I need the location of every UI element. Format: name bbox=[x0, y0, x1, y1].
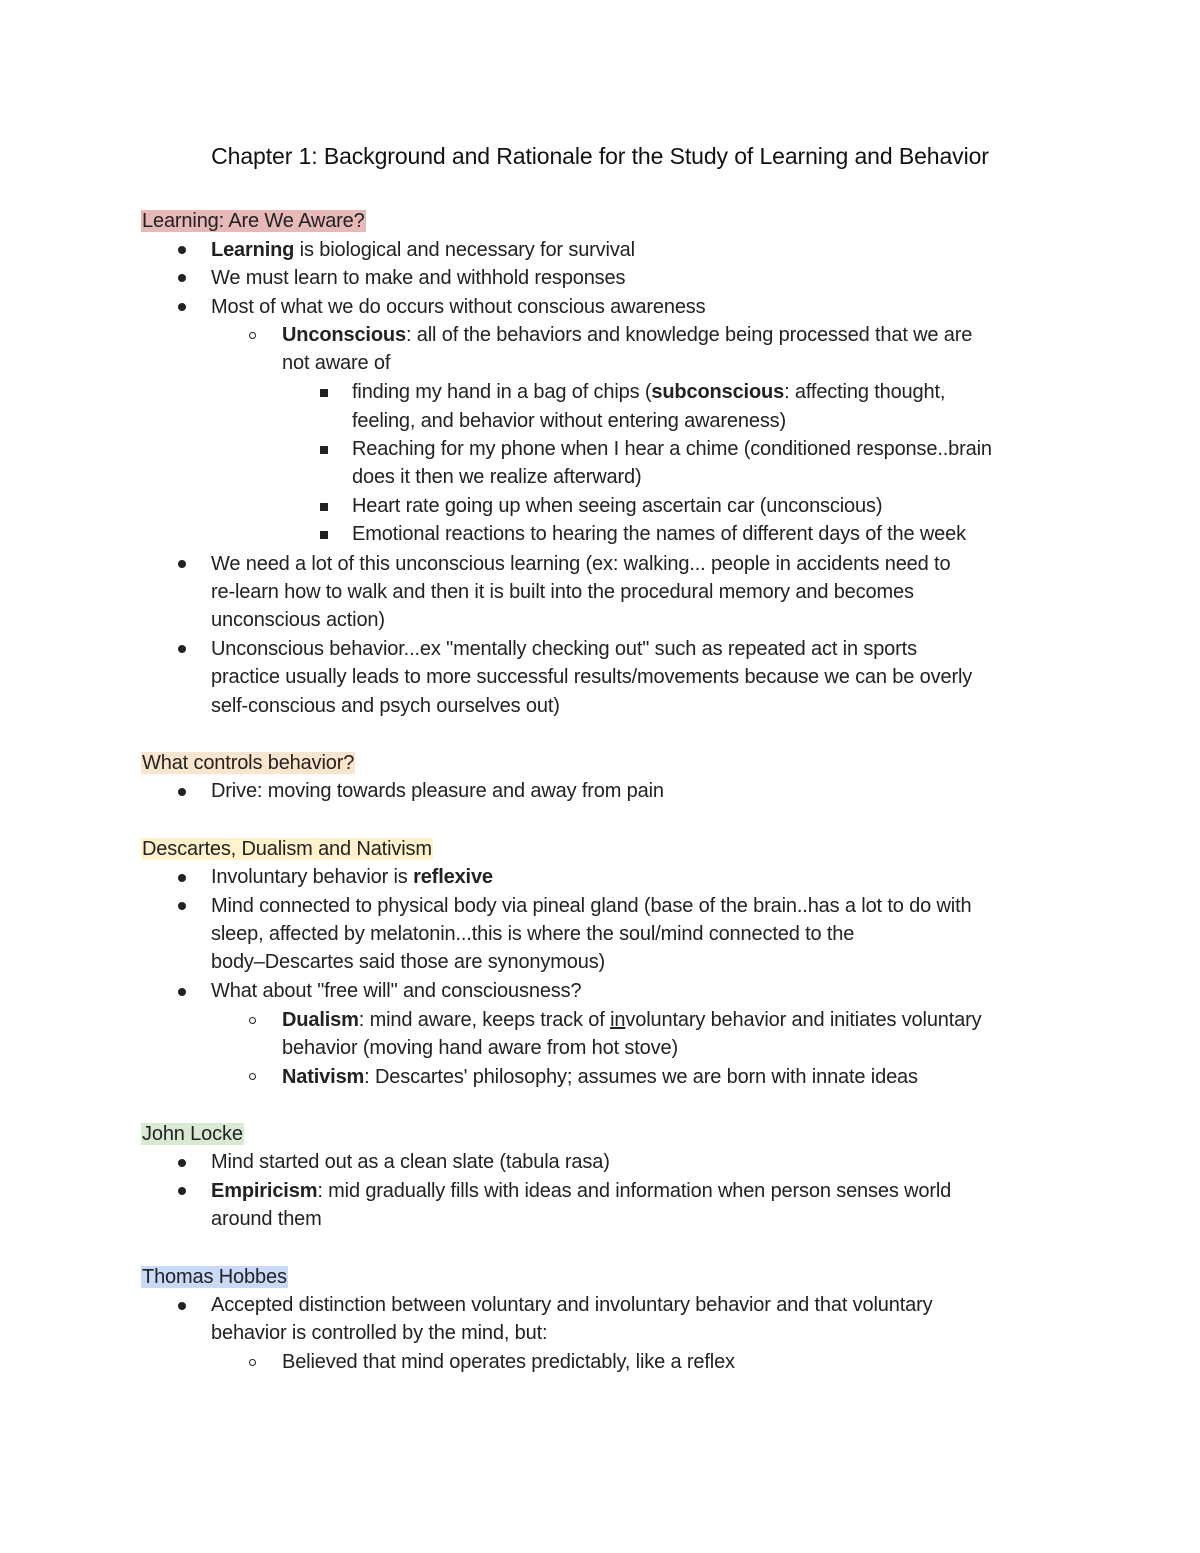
square-bullet-icon bbox=[320, 446, 328, 454]
list-item-continuation: practice usually leads to more successful results/movements because we can be overly bbox=[211, 666, 973, 688]
list-item-continuation: unconscious action) bbox=[211, 609, 385, 631]
list-item: Empiricism: mid gradually fills with ideas and information when person senses world bbox=[211, 1180, 952, 1202]
circle-bullet-icon bbox=[249, 1359, 256, 1366]
heading-text: Learning: Are We Aware? bbox=[142, 210, 365, 232]
circle-bullet-icon bbox=[249, 332, 256, 339]
square-bullet-icon bbox=[320, 531, 328, 539]
list-item: Dualism: mind aware, keeps track of involuntary behavior and initiates voluntary bbox=[282, 1009, 982, 1031]
disc-bullet-icon bbox=[178, 1302, 186, 1310]
section-heading-descartes bbox=[141, 835, 433, 863]
list-item: We must learn to make and withhold responses bbox=[211, 267, 626, 289]
heading-text: Thomas Hobbes bbox=[142, 1266, 287, 1288]
list-item: We need a lot of this unconscious learning (ex: walking... people in accidents need to bbox=[211, 553, 951, 575]
disc-bullet-icon bbox=[178, 874, 186, 882]
list-item: Reaching for my phone when I hear a chime (conditioned response..brain bbox=[352, 438, 992, 460]
disc-bullet-icon bbox=[178, 988, 186, 996]
disc-bullet-icon bbox=[178, 560, 186, 568]
list-item: Learning is biological and necessary for survival bbox=[211, 239, 635, 261]
list-item: finding my hand in a bag of chips (subconscious: affecting thought, bbox=[352, 381, 946, 403]
list-item-continuation: does it then we realize afterward) bbox=[352, 466, 642, 488]
list-item: Emotional reactions to hearing the names of different days of the week bbox=[352, 523, 966, 545]
circle-bullet-icon bbox=[249, 1073, 256, 1080]
section-heading-controls bbox=[141, 749, 355, 777]
list-item: Most of what we do occurs without conscious awareness bbox=[211, 296, 706, 318]
list-item: What about "free will" and consciousness? bbox=[211, 980, 582, 1002]
disc-bullet-icon bbox=[178, 274, 186, 282]
disc-bullet-icon bbox=[178, 645, 186, 653]
list-item: Unconscious: all of the behaviors and knowledge being processed that we are bbox=[282, 324, 973, 346]
square-bullet-icon bbox=[320, 389, 328, 397]
list-item-continuation: feeling, and behavior without entering awareness) bbox=[352, 410, 787, 432]
list-item-continuation: self-conscious and psych ourselves out) bbox=[211, 695, 560, 717]
disc-bullet-icon bbox=[178, 1159, 186, 1167]
list-item-continuation: around them bbox=[211, 1208, 322, 1230]
list-item-continuation: behavior is controlled by the mind, but: bbox=[211, 1322, 548, 1344]
disc-bullet-icon bbox=[178, 1187, 186, 1195]
section-heading-locke bbox=[141, 1120, 244, 1148]
list-item-continuation: body–Descartes said those are synonymous) bbox=[211, 951, 606, 973]
disc-bullet-icon bbox=[178, 788, 186, 796]
section-heading-learning bbox=[141, 207, 366, 235]
list-item-continuation: re-learn how to walk and then it is built into the procedural memory and becomes bbox=[211, 581, 914, 603]
list-item: Mind started out as a clean slate (tabula rasa) bbox=[211, 1151, 610, 1173]
list-item: Drive: moving towards pleasure and away from pain bbox=[211, 780, 664, 802]
heading-text: Descartes, Dualism and Nativism bbox=[142, 838, 432, 860]
square-bullet-icon bbox=[320, 503, 328, 511]
list-item: Heart rate going up when seeing ascertain car (unconscious) bbox=[352, 495, 883, 517]
list-item: Believed that mind operates predictably, like a reflex bbox=[282, 1351, 735, 1373]
list-item: Accepted distinction between voluntary and involuntary behavior and that voluntary bbox=[211, 1294, 933, 1316]
page-title: Chapter 1: Background and Rationale for the Study of Learning and Behavior bbox=[211, 143, 989, 169]
disc-bullet-icon bbox=[178, 902, 186, 910]
heading-text: John Locke bbox=[142, 1123, 243, 1145]
list-item: Unconscious behavior...ex "mentally checking out" such as repeated act in sports bbox=[211, 638, 917, 660]
disc-bullet-icon bbox=[178, 246, 186, 254]
list-item-continuation: behavior (moving hand aware from hot stove) bbox=[282, 1037, 678, 1059]
list-item-continuation: not aware of bbox=[282, 352, 391, 374]
circle-bullet-icon bbox=[249, 1017, 256, 1024]
list-item: Nativism: Descartes' philosophy; assumes we are born with innate ideas bbox=[282, 1066, 918, 1088]
section-heading-hobbes bbox=[141, 1263, 288, 1291]
list-item: Mind connected to physical body via pineal gland (base of the brain..has a lot to do with bbox=[211, 895, 972, 917]
list-item-continuation: sleep, affected by melatonin...this is where the soul/mind connected to the bbox=[211, 923, 855, 945]
heading-text: What controls behavior? bbox=[142, 752, 355, 774]
list-item: Involuntary behavior is reflexive bbox=[211, 866, 493, 888]
disc-bullet-icon bbox=[178, 303, 186, 311]
